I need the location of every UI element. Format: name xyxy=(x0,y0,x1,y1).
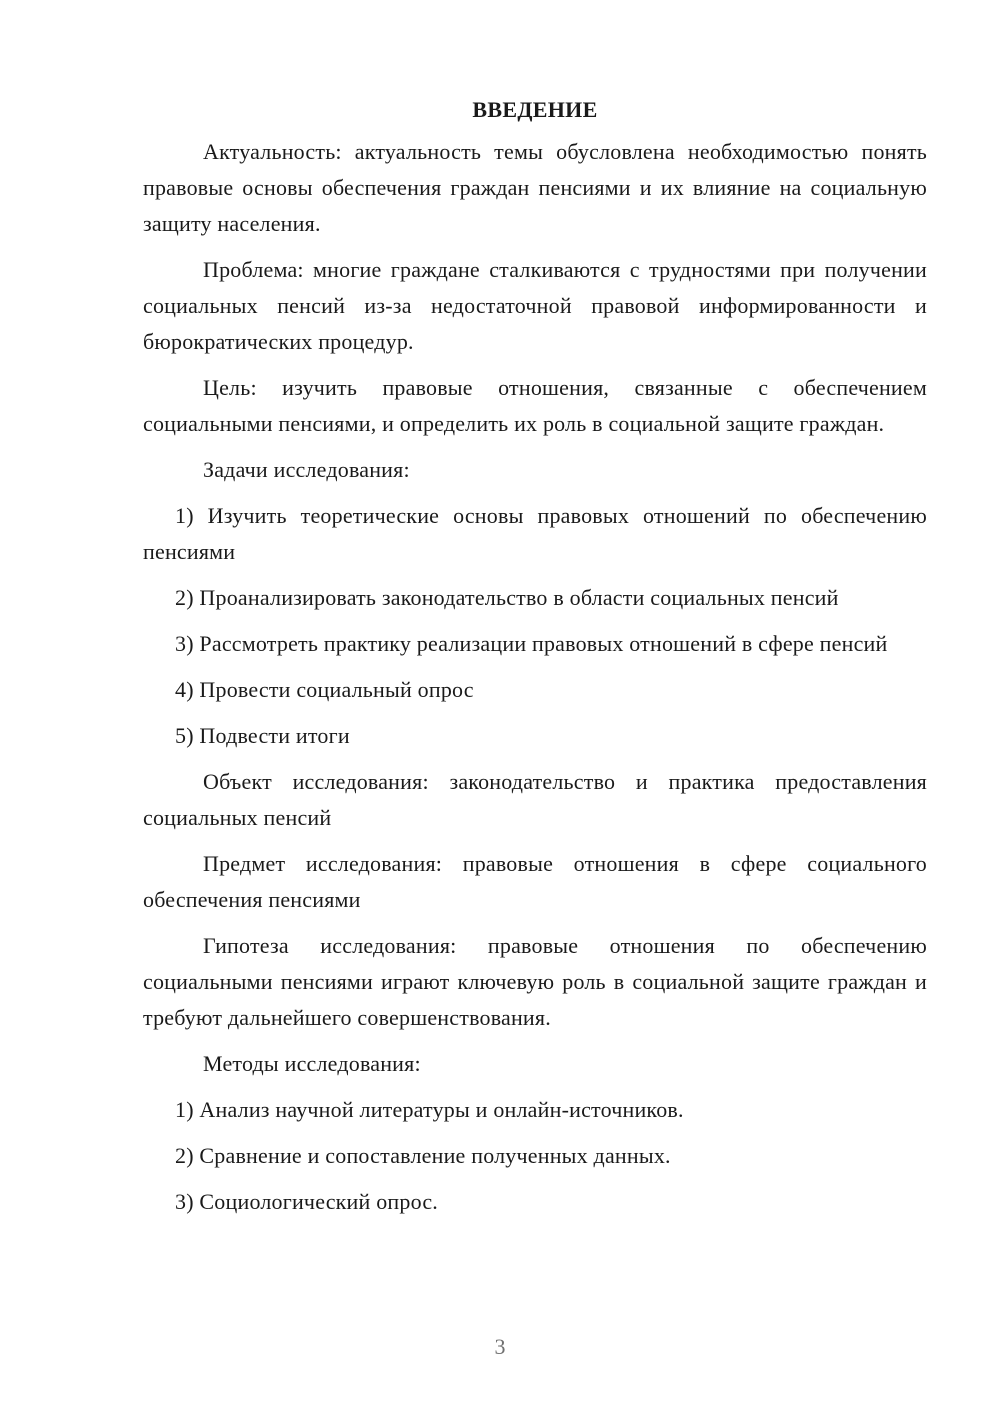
task-item: 3) Рассмотреть практику реализации правовых отношений в сфере пенсий xyxy=(175,631,888,656)
tasks-heading: Задачи исследования: xyxy=(203,457,410,482)
goal-paragraph: Цель: изучить правовые отношения, связанные с обеспечением социальными пенсиями, и определить их роль в социальной защите граждан. xyxy=(143,375,927,436)
hypothesis-paragraph: Гипотеза исследования: правовые отношения по обеспечению социальными пенсиями играют ключевую роль в социальной защите граждан и требуют дальнейшего совершенствования. xyxy=(143,933,927,1030)
methods-heading: Методы исследования: xyxy=(203,1051,421,1076)
problem-paragraph: Проблема: многие граждане сталкиваются с трудностями при получении социальных пенсий из-за недостаточной правовой информированности и бюрократических процедур. xyxy=(143,257,927,354)
document-title: ВВЕДЕНИЕ xyxy=(472,97,598,122)
task-item: 5) Подвести итоги xyxy=(175,723,350,748)
page-number: 3 xyxy=(494,1334,506,1359)
methods-list xyxy=(143,1092,927,1220)
subject-paragraph: Предмет исследования: правовые отношения в сфере социального обеспечения пенсиями xyxy=(143,851,927,912)
method-item: 1) Анализ научной литературы и онлайн-источников. xyxy=(175,1097,684,1122)
document-page xyxy=(143,92,927,1230)
object-paragraph: Объект исследования: законодательство и практика предоставления социальных пенсий xyxy=(143,769,927,830)
relevance-paragraph: Актуальность: актуальность темы обусловлена необходимостью понять правовые основы обеспечения граждан пенсиями и их влияние на социальную защиту населения. xyxy=(143,139,927,236)
task-item: 1) Изучить теоретические основы правовых отношений по обеспечению пенсиями xyxy=(143,503,927,564)
tasks-list xyxy=(143,498,927,754)
method-item: 3) Социологический опрос. xyxy=(175,1189,438,1214)
task-item: 2) Проанализировать законодательство в области социальных пенсий xyxy=(175,585,839,610)
method-item: 2) Сравнение и сопоставление полученных данных. xyxy=(175,1143,671,1168)
task-item: 4) Провести социальный опрос xyxy=(175,677,474,702)
